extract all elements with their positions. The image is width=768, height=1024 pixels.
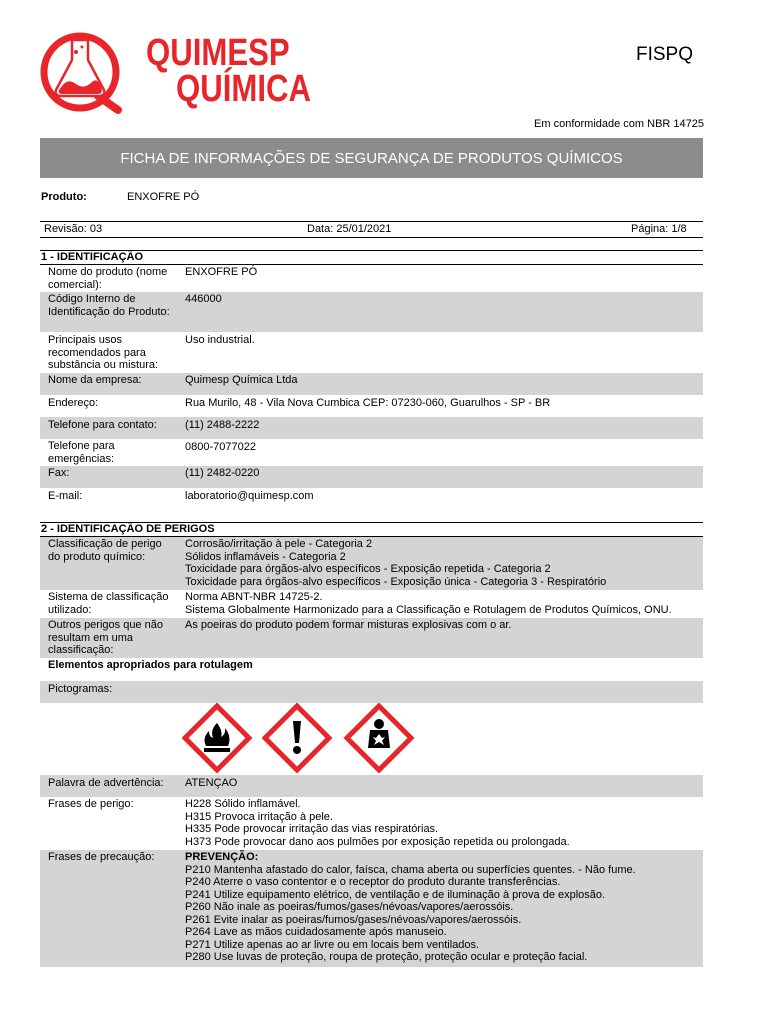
frase-precaucao: P260 Não inale as poeiras/fumos/gases/névoas/vapores/aerossóis. [185, 901, 514, 913]
produto-value: ENXOFRE PÓ [127, 191, 200, 203]
frases-perigo-row [40, 797, 703, 850]
row-value: ENXOFRE PÓ [185, 266, 258, 278]
classificacao-line: Sólidos inflamáveis - Categoria 2 [185, 550, 346, 563]
conformidade-text: Em conformidade com NBR 14725 [534, 118, 704, 130]
row-label: Código Interno de Identificação do Produto: [48, 293, 170, 318]
row-label: Outros perigos que não resultam em uma classificação: [48, 619, 163, 656]
classificacao-line: Toxicidade para órgãos-alvo específicos - Exposição repetida - Categoria 2 [185, 563, 551, 575]
company-logo [38, 30, 310, 114]
logo-word-quimica: QUÍMICA [176, 68, 312, 110]
row-label: Frases de precaução: [48, 851, 155, 863]
row-value [185, 538, 606, 588]
row-label: Frases de perigo: [48, 798, 134, 810]
row-value: 0800-7077022 [185, 441, 256, 453]
frase-perigo: H373 Pode provocar dano aos pulmões por exposição repetida ou prolongada. [185, 835, 570, 848]
frase-precaucao: P210 Mantenha afastado do calor, faísca, chama aberta ou superfícies quentes. - Não fume. [185, 863, 636, 876]
flame-icon [182, 703, 252, 773]
revision-row [40, 221, 703, 237]
prevencao-title: PREVENÇÃO: [185, 851, 259, 863]
row-value: Quimesp Química Ltda [185, 374, 298, 386]
row-label: Nome da empresa: [48, 374, 142, 386]
info-row [40, 333, 703, 373]
data-text: Data: 25/01/2021 [307, 223, 392, 235]
frase-perigo: H315 Provoca irritação à pele. [185, 810, 333, 823]
frases-precaucao-row [40, 850, 703, 967]
row-label: Telefone para contato: [48, 419, 157, 431]
health-hazard-icon [342, 703, 412, 773]
frase-perigo: H335 Pode provocar irritação das vias respiratórias. [185, 823, 439, 835]
row-value: ATENÇAO [185, 777, 238, 789]
row-label: Nome do produto (nome comercial): [48, 266, 168, 291]
row-label: Pictogramas: [48, 683, 113, 695]
classificacao-line: Corrosão/irritação à pele - Categoria 2 [185, 538, 373, 550]
exclamation-icon [262, 703, 332, 773]
logo-word-quimesp: QUIMESP [146, 32, 290, 74]
sistema-line: Sistema Globalmente Harmonizado para a Classificação e Rotulagem de Produtos Químicos, ONU. [185, 603, 672, 616]
section-2-title: 2 - IDENTIFICAÇÃO DE PERIGOS [41, 523, 215, 535]
doc-type-label: FISPQ [636, 44, 694, 65]
outros-perigos-row [40, 618, 703, 658]
info-row [40, 292, 703, 332]
produto-label: Produto: [41, 191, 87, 203]
row-label: Sistema de classificação utilizado: [48, 591, 169, 616]
row-value: (11) 2482-0220 [185, 467, 260, 479]
sistema-line: Norma ABNT-NBR 14725-2. [185, 591, 323, 603]
info-row [40, 488, 703, 510]
classificacao-line: Toxicidade para órgãos-alvo específicos - Exposição única - Categoria 3 - Respiratório [185, 575, 607, 588]
elementos-rotulagem-title: Elementos apropriados para rotulagem [48, 659, 253, 671]
revisao-text: Revisão: 03 [44, 223, 103, 235]
flask-logo-icon [38, 30, 142, 114]
frase-precaucao: P264 Lave as mãos cuidadosamente após manuseio. [185, 926, 447, 938]
row-value: Rua Murilo, 48 - Vila Nova Cumbica CEP: 07230-060, Guarulhos - SP - BR [185, 397, 551, 409]
frase-precaucao: P240 Aterre o vaso contentor e o receptor do produto durante transferências. [185, 876, 561, 888]
row-value [185, 851, 636, 964]
info-row [40, 439, 703, 466]
row-label: E-mail: [48, 490, 83, 502]
row-value: 446000 [185, 293, 222, 305]
frase-precaucao: P280 Use luvas de proteção, roupa de proteção, proteção ocular e proteção facial. [185, 951, 588, 963]
row-value [185, 591, 672, 616]
row-label: Principais usos recomendados para substância ou mistura: [48, 334, 159, 371]
frase-perigo: H228 Sólido inflamável. [185, 798, 301, 810]
section-1-title: 1 - IDENTIFICAÇÃO [41, 251, 144, 263]
frase-precaucao: P271 Utilize apenas ao ar livre ou em locais bem ventilados. [185, 938, 480, 951]
row-value: As poeiras do produto podem formar misturas explosivas com o ar. [185, 619, 512, 631]
info-row [40, 417, 703, 439]
classificacao-row [40, 537, 703, 590]
row-label: Palavra de advertência: [48, 777, 164, 789]
pictogramas-row [40, 681, 703, 703]
frase-precaucao: P241 Utilize equipamento elétrico, de ventilação e de iluminação à prova de explosão. [185, 888, 606, 901]
row-label: Fax: [48, 467, 70, 479]
frase-precaucao: P261 Evite inalar as poeiras/fumos/gases/névoas/vapores/aerossóis. [185, 913, 522, 926]
document-title-bar [40, 138, 703, 178]
row-label: Telefone para emergências: [48, 440, 115, 465]
document-title: FICHA DE INFORMAÇÕES DE SEGURANÇA DE PRODUTOS QUÍMICOS [120, 149, 623, 167]
info-row [40, 373, 703, 395]
palavra-advertencia-row [40, 775, 703, 797]
divider [40, 237, 703, 238]
row-label: Endereço: [48, 397, 99, 409]
row-value [185, 798, 570, 848]
row-value: laboratorio@quimesp.com [185, 490, 314, 502]
row-value: Uso industrial. [185, 334, 255, 346]
info-row [40, 265, 703, 291]
row-value: (11) 2488-2222 [185, 419, 260, 431]
info-row [40, 395, 703, 417]
pagina-text: Página: 1/8 [631, 223, 687, 235]
row-label: Classificação de perigo do produto químico: [48, 538, 162, 563]
info-row [40, 466, 703, 488]
sistema-row [40, 590, 703, 618]
